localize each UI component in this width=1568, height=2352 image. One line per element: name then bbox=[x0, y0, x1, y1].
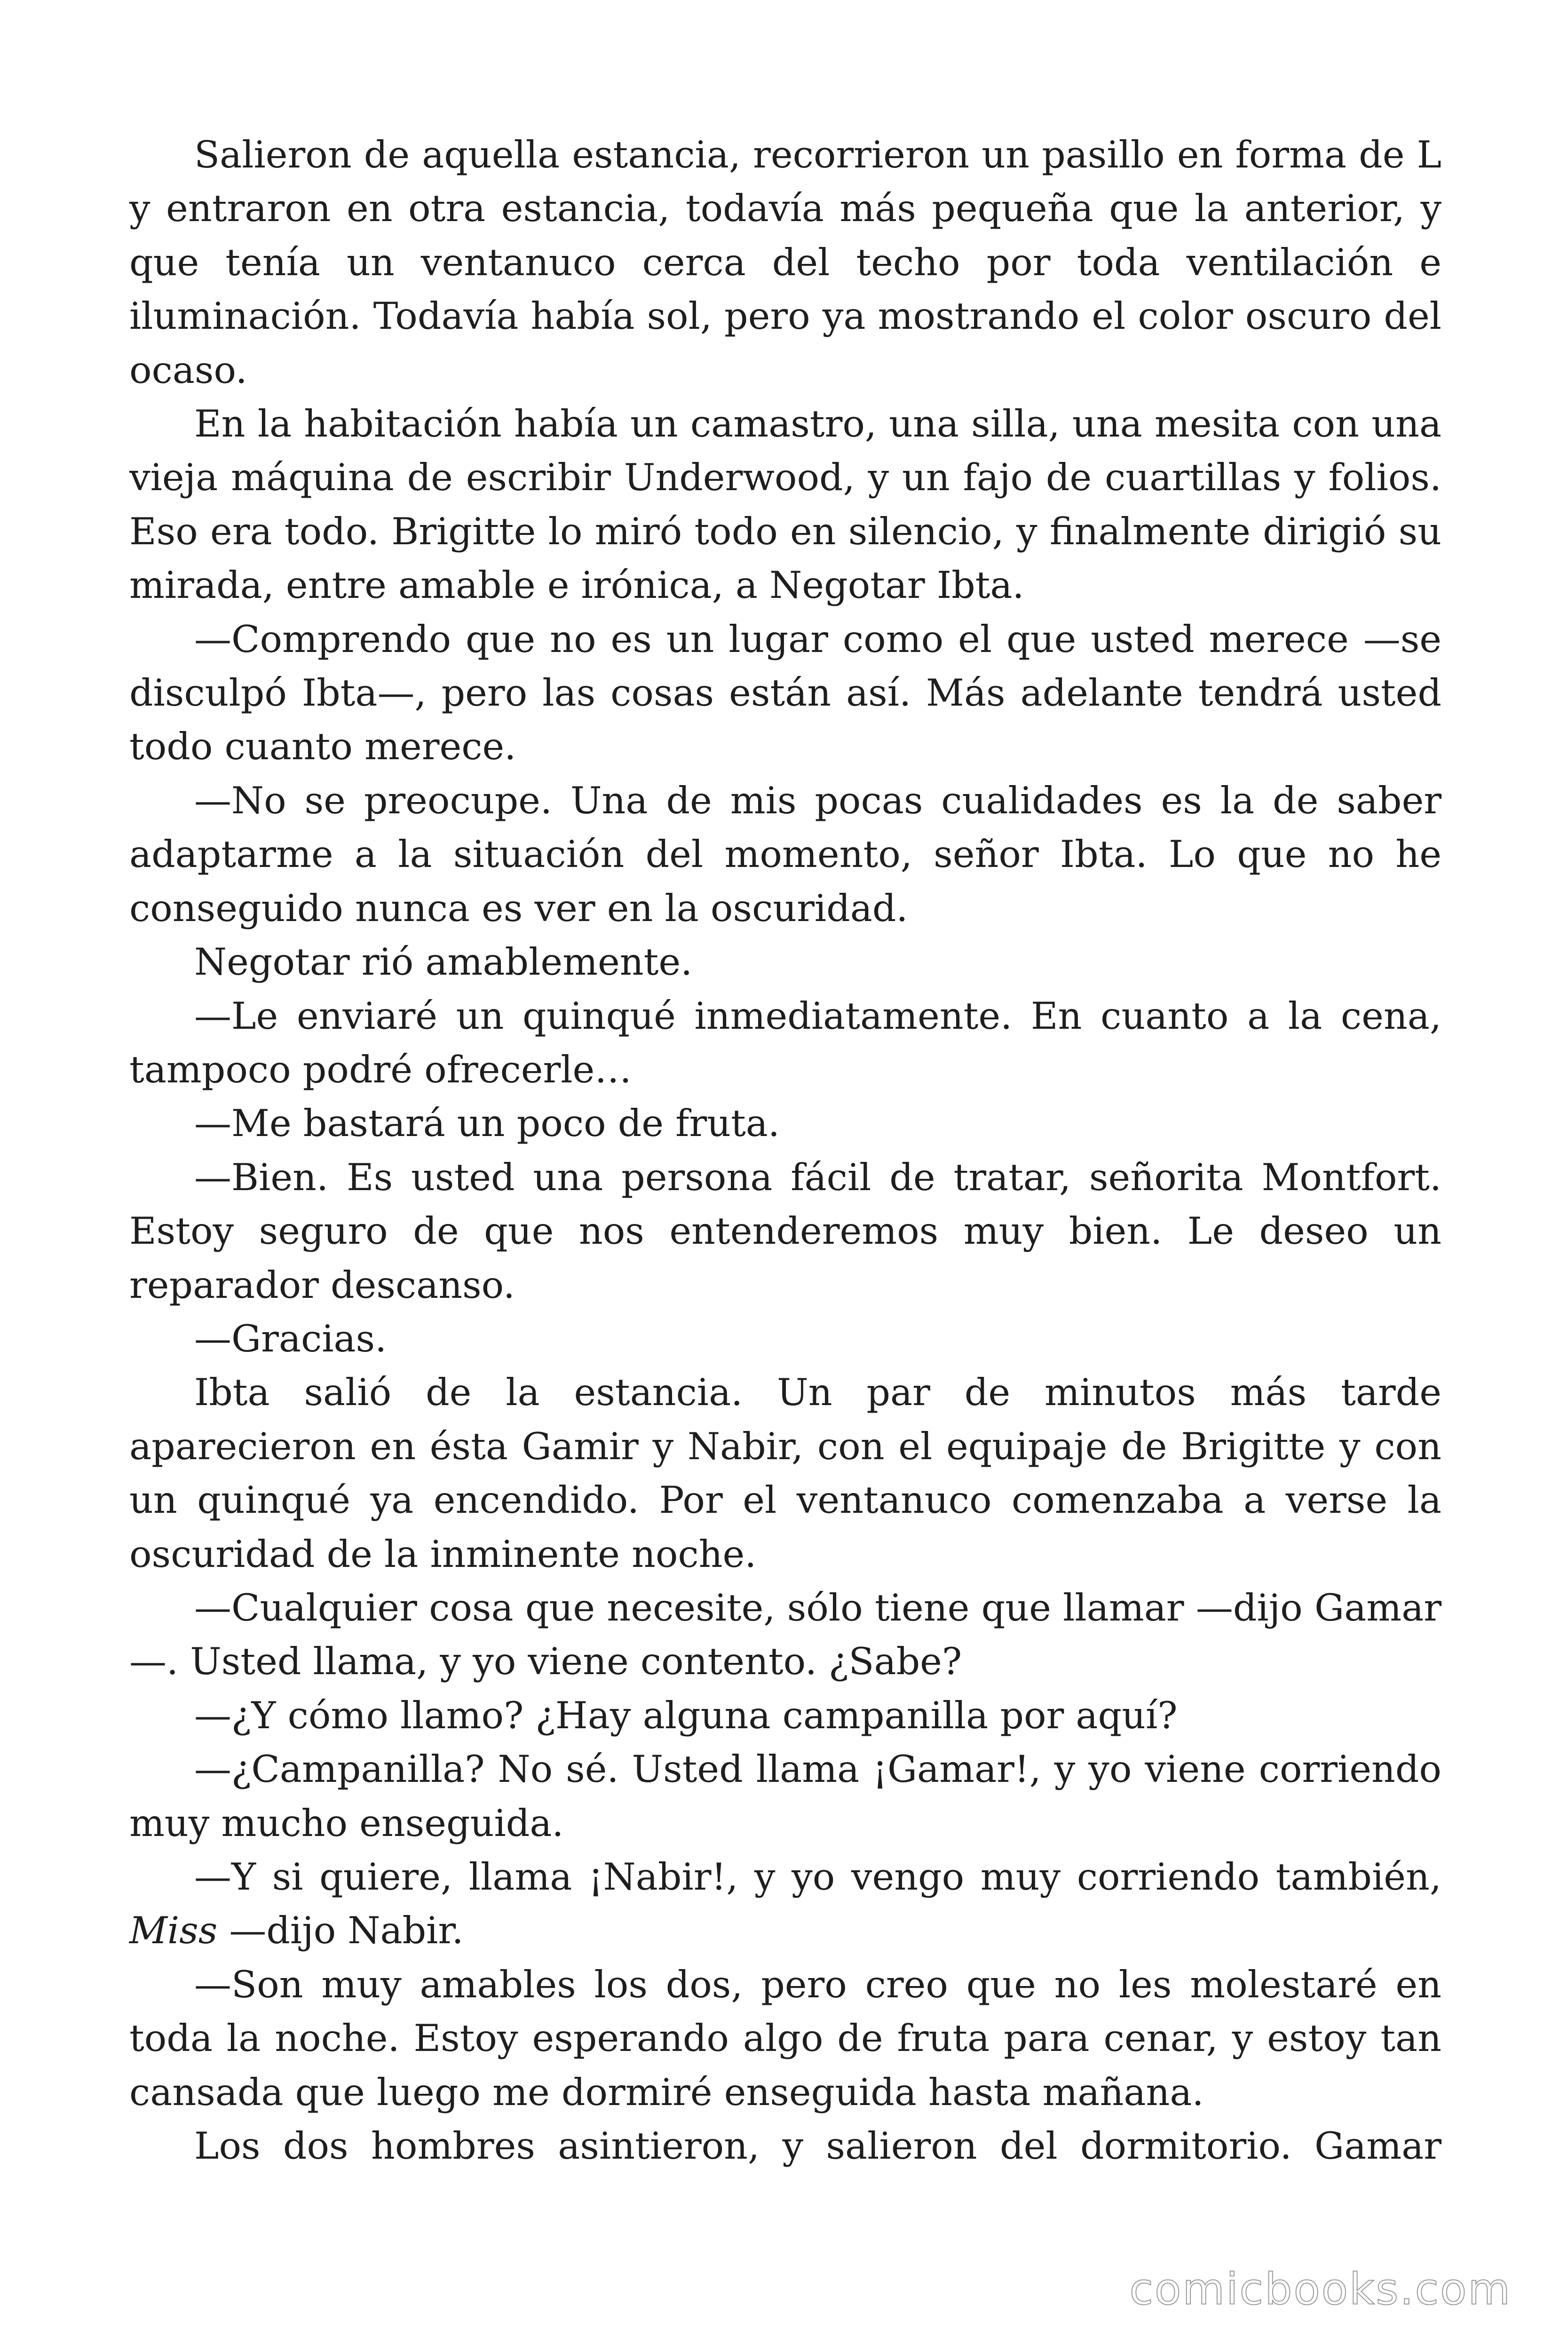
paragraph-text: Negotar rió amablemente. bbox=[194, 940, 693, 984]
paragraph-text: Ibta salió de la estancia. Un par de minutos más tarde aparecieron en ésta Gamir y Nabir, con el equipaje de Brigitte y con un quinqué ya encendido. Por el ventanuco comenzaba a verse la oscuridad de la inminente noche. bbox=[129, 1371, 1441, 1576]
paragraph-text: —Y si quiere, llama ¡Nabir!, y yo vengo muy corriendo también, bbox=[194, 1855, 1441, 1899]
paragraph bbox=[129, 2119, 1441, 2173]
paragraph bbox=[129, 1581, 1441, 1689]
paragraph bbox=[129, 1366, 1441, 1581]
paragraph bbox=[129, 935, 1441, 989]
paragraph bbox=[129, 1958, 1441, 2119]
watermark: comicbooks.com bbox=[1129, 2264, 1512, 2314]
paragraph bbox=[129, 128, 1441, 397]
paragraph-text: —Comprendo que no es un lugar como el que usted merece —se disculpó Ibta—, pero las cosas están así. Más adelante tendrá usted todo cuanto merece. bbox=[129, 617, 1441, 769]
paragraph bbox=[129, 1689, 1441, 1742]
paragraph-text: —Le enviaré un quinqué inmediatamente. En cuanto a la cena, tampoco podré ofrecerle… bbox=[129, 994, 1441, 1091]
paragraph-text: —¿Campanilla? No sé. Usted llama ¡Gamar!, y yo viene corriendo muy mucho enseguida. bbox=[129, 1748, 1441, 1845]
paragraph-text: —Cualquier cosa que necesite, sólo tiene que llamar —dijo Gamar—. Usted llama, y yo viene contento. ¿Sabe? bbox=[129, 1586, 1441, 1684]
paragraph bbox=[129, 612, 1441, 774]
paragraph bbox=[129, 774, 1441, 935]
paragraph bbox=[129, 397, 1441, 612]
italic-text: Miss bbox=[129, 1909, 218, 1953]
paragraph bbox=[129, 1742, 1441, 1850]
paragraph-text: Salieron de aquella estancia, recorrieron un pasillo en forma de L y entraron en otra estancia, todavía más pequeña que la anterior, y que tenía un ventanuco cerca del techo por toda ventilación e iluminación. Todavía había sol, pero ya mostrando el color oscuro del ocaso. bbox=[129, 133, 1441, 392]
paragraph bbox=[129, 1151, 1441, 1312]
paragraph-text: —No se preocupe. Una de mis pocas cualidades es la de saber adaptarme a la situación del momento, señor Ibta. Lo que no he conseguido nunca es ver en la oscuridad. bbox=[129, 779, 1441, 930]
paragraph bbox=[129, 1097, 1441, 1150]
paragraph-text: En la habitación había un camastro, una silla, una mesita con una vieja máquina de escribir Underwood, y un fajo de cuartillas y folios. Eso era todo. Brigitte lo miró todo en silencio, y finalmente dirigió su mirada, entre amable e irónica, a Negotar Ibta. bbox=[129, 402, 1441, 607]
page-body bbox=[129, 128, 1441, 2173]
paragraph bbox=[129, 1312, 1441, 1366]
paragraph bbox=[129, 989, 1441, 1097]
paragraph-text: —dijo Nabir. bbox=[217, 1909, 464, 1953]
paragraph-text: —Son muy amables los dos, pero creo que no les molestaré en toda la noche. Estoy esperando algo de fruta para cenar, y estoy tan cansada que luego me dormiré enseguida hasta mañana. bbox=[129, 1963, 1441, 2114]
paragraph-text: —Me bastará un poco de fruta. bbox=[194, 1102, 780, 1145]
paragraph bbox=[129, 1850, 1441, 1958]
paragraph-text: —Gracias. bbox=[194, 1317, 387, 1360]
paragraph-text: Los dos hombres asintieron, y salieron del dormitorio. Gamar bbox=[194, 2124, 1441, 2168]
paragraph-text: —Bien. Es usted una persona fácil de tratar, señorita Montfort. Estoy seguro de que nos entenderemos muy bien. Le deseo un reparador descanso. bbox=[129, 1155, 1441, 1307]
paragraph-text: —¿Y cómo llamo? ¿Hay alguna campanilla por aquí? bbox=[194, 1693, 1178, 1737]
